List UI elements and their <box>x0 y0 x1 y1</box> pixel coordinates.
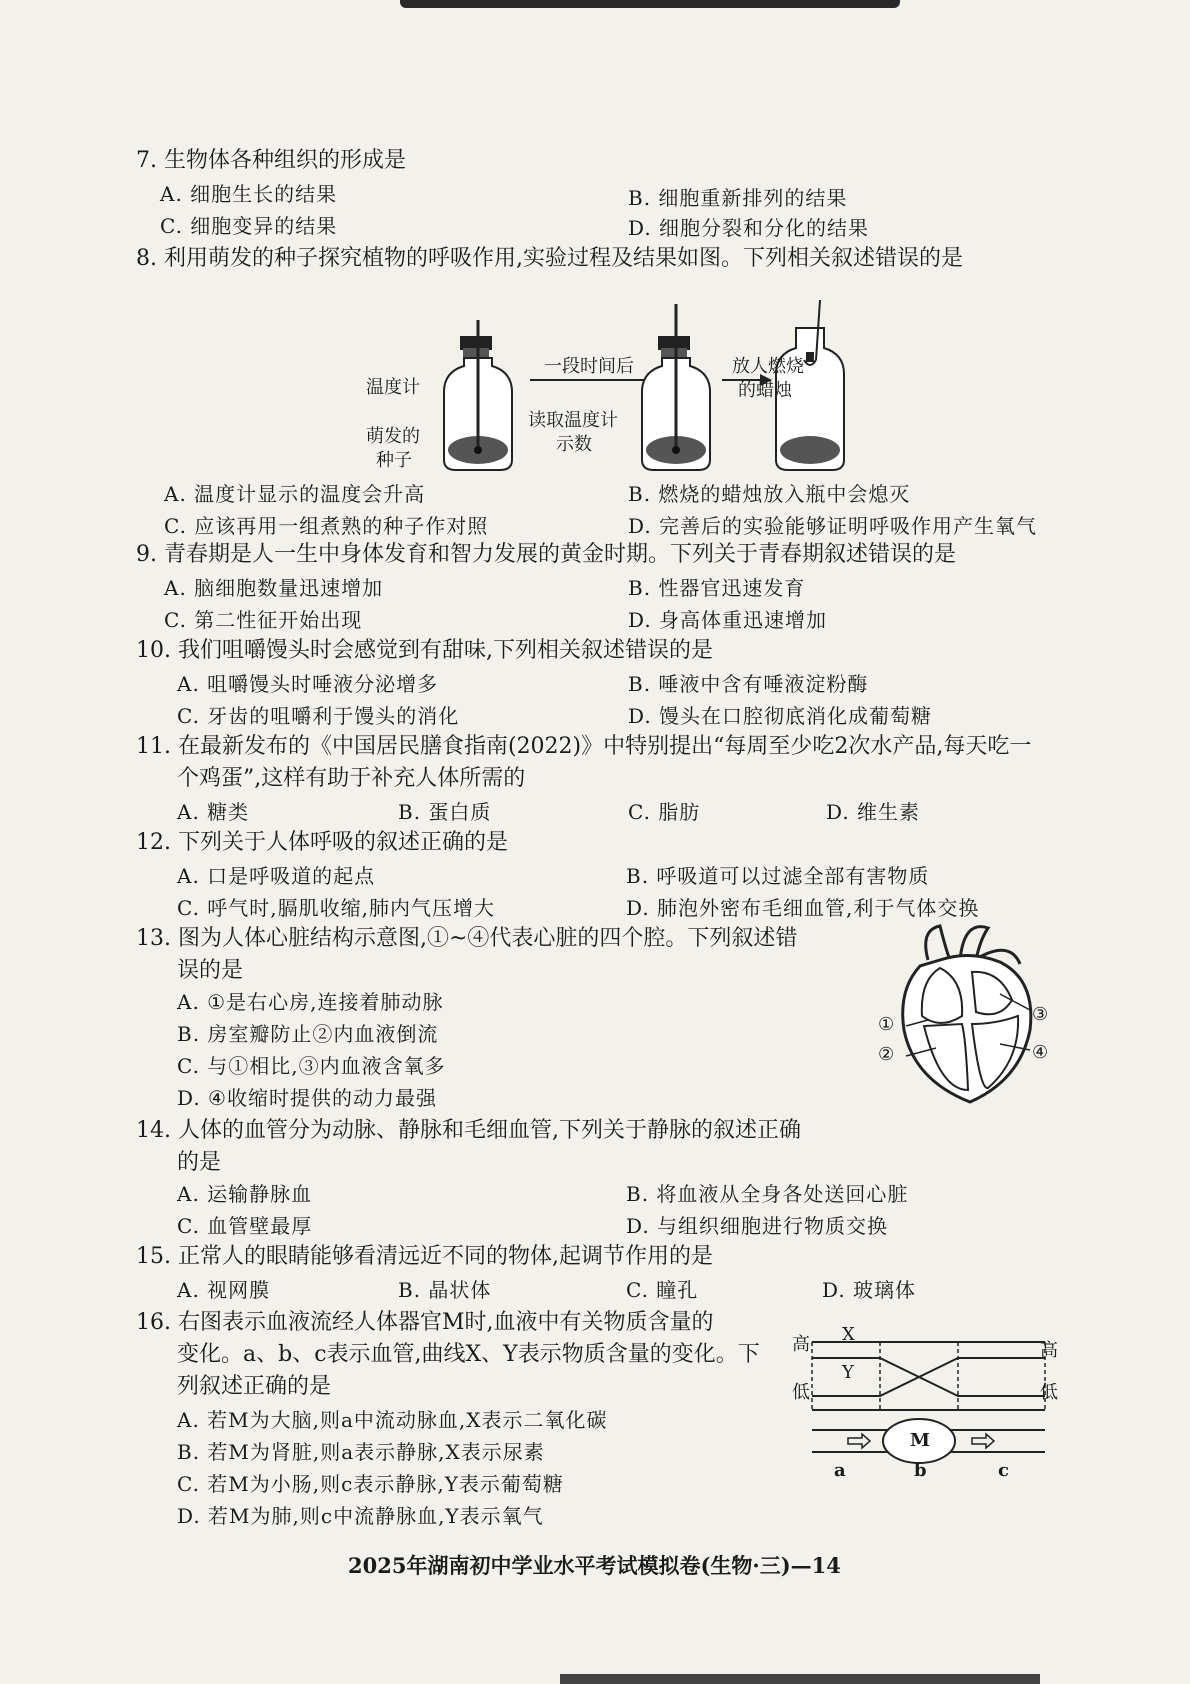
q9-option-b: B. 性器官迅速发育 <box>628 576 806 600</box>
flow-arrow-left <box>848 1434 870 1448</box>
question-11-stem-continued: 个鸡蛋”,这样有助于补充人体所需的 <box>177 766 526 791</box>
q11-option-b: B. 蛋白质 <box>398 800 492 824</box>
graph-label-high-right: 高 <box>1040 1340 1058 1361</box>
question-8-stem: 8. 利用萌发的种子探究植物的呼吸作用,实验过程及结果如图。下列相关叙述错误的是 <box>136 246 963 271</box>
seeds-label-2: 种子 <box>376 450 412 471</box>
bottle-1 <box>444 320 512 470</box>
vessel-label-b: b <box>914 1460 927 1481</box>
q12-option-d: D. 肺泡外密布毛细血管,利于气体交换 <box>626 896 980 920</box>
q13-option-b: B. 房室瓣防止②内血液倒流 <box>177 1022 439 1046</box>
page-footer: 2025年湖南初中学业水平考试模拟卷(生物·三)—14 <box>348 1553 841 1578</box>
bottle-2 <box>642 304 710 470</box>
arrow-bottom-label-1: 读取温度计 <box>528 410 618 431</box>
q13-option-c: C. 与①相比,③内血液含氧多 <box>177 1054 446 1078</box>
question-12-stem: 12. 下列关于人体呼吸的叙述正确的是 <box>136 830 508 855</box>
respiration-experiment-figure <box>360 300 880 476</box>
q13-option-a: A. ①是右心房,连接着肺动脉 <box>177 990 444 1014</box>
vessel-label-a: a <box>834 1460 846 1481</box>
q8-option-c: C. 应该再用一组煮熟的种子作对照 <box>164 514 489 538</box>
question-11-stem: 11. 在最新发布的《中国居民膳食指南(2022)》中特别提出“每周至少吃2次水产品,每天吃一 <box>136 734 1032 759</box>
question-16-stem: 16. 右图表示血液流经人体器官M时,血液中有关物质含量的 <box>136 1310 714 1335</box>
q11-option-d: D. 维生素 <box>826 800 921 824</box>
q16-option-c: C. 若M为小肠,则c表示静脉,Y表示葡萄糖 <box>177 1472 564 1496</box>
question-9-stem: 9. 青春期是人一生中身体发育和智力发展的黄金时期。下列关于青春期叙述错误的是 <box>136 542 956 567</box>
q11-option-a: A. 糖类 <box>177 800 250 824</box>
q8-option-d: D. 完善后的实验能够证明呼吸作用产生氧气 <box>628 514 1038 538</box>
q10-option-d: D. 馒头在口腔彻底消化成葡萄糖 <box>628 704 933 728</box>
arrow-top-label: 一段时间后 <box>544 356 634 377</box>
q10-option-b: B. 唾液中含有唾液淀粉酶 <box>628 672 869 696</box>
scan-bottom-edge <box>560 1674 1040 1684</box>
organ-substance-graph <box>800 1330 1060 1480</box>
q9-option-d: D. 身高体重迅速增加 <box>628 608 828 632</box>
q15-option-d: D. 玻璃体 <box>822 1278 917 1302</box>
q15-option-b: B. 晶状体 <box>398 1278 492 1302</box>
graph-label-x: X <box>842 1324 855 1345</box>
q10-option-c: C. 牙齿的咀嚼利于馒头的消化 <box>177 704 460 728</box>
thermometer-label: 温度计 <box>366 377 420 398</box>
q15-option-c: C. 瞳孔 <box>626 1278 699 1302</box>
q9-option-a: A. 脑细胞数量迅速增加 <box>164 576 384 600</box>
q16-option-a: A. 若M为大脑,则a中流动脉血,X表示二氧化碳 <box>177 1408 608 1432</box>
candle-label-1: 放人燃烧 <box>732 356 804 377</box>
q14-option-b: B. 将血液从全身各处送回心脏 <box>626 1182 909 1206</box>
graph-label-high-left: 高 <box>792 1334 810 1355</box>
heart-label-1: ① <box>878 1014 895 1035</box>
heart-label-4: ④ <box>1032 1042 1049 1063</box>
question-14-stem-continued: 的是 <box>177 1150 222 1175</box>
flow-arrow-right <box>972 1434 994 1448</box>
q15-option-a: A. 视网膜 <box>177 1278 271 1302</box>
seeds-label-1: 萌发的 <box>366 426 420 447</box>
question-16-stem-line3: 列叙述正确的是 <box>177 1374 332 1399</box>
q11-option-c: C. 脂肪 <box>628 800 701 824</box>
q16-option-d: D. 若M为肺,则c中流静脉血,Y表示氧气 <box>177 1504 544 1528</box>
heart-label-3: ③ <box>1032 1004 1049 1025</box>
arrow-bottom-label-2: 示数 <box>556 434 592 455</box>
q7-option-c: C. 细胞变异的结果 <box>160 214 338 238</box>
question-13-stem: 13. 图为人体心脏结构示意图,①~④代表心脏的四个腔。下列叙述错 <box>136 926 798 951</box>
question-13-stem-continued: 误的是 <box>177 958 244 983</box>
q8-option-a: A. 温度计显示的温度会升高 <box>164 482 426 506</box>
graph-label-m: M <box>910 1430 930 1451</box>
vessel-label-c: c <box>998 1460 1009 1481</box>
q14-option-c: C. 血管壁最厚 <box>177 1214 313 1238</box>
question-16-stem-line2: 变化。a、b、c表示血管,曲线X、Y表示物质含量的变化。下 <box>177 1342 760 1367</box>
q16-option-b: B. 若M为肾脏,则a表示静脉,X表示尿素 <box>177 1440 545 1464</box>
graph-label-low-left: 低 <box>792 1382 810 1403</box>
q8-option-b: B. 燃烧的蜡烛放入瓶中会熄灭 <box>628 482 911 506</box>
candle-label-2: 的蜡烛 <box>738 380 792 401</box>
graph-label-y: Y <box>842 1362 854 1383</box>
q12-option-c: C. 呼气时,膈肌收缩,肺内气压增大 <box>177 896 496 920</box>
q14-option-d: D. 与组织细胞进行物质交换 <box>626 1214 889 1238</box>
q7-option-d: D. 细胞分裂和分化的结果 <box>628 216 870 240</box>
q9-option-c: C. 第二性征开始出现 <box>164 608 363 632</box>
q14-option-a: A. 运输静脉血 <box>177 1182 313 1206</box>
question-14-stem: 14. 人体的血管分为动脉、静脉和毛细血管,下列关于静脉的叙述正确 <box>136 1118 801 1143</box>
q13-option-d: D. ④收缩时提供的动力最强 <box>177 1086 437 1110</box>
q7-option-a: A. 细胞生长的结果 <box>160 182 338 206</box>
question-10-stem: 10. 我们咀嚼馒头时会感觉到有甜味,下列相关叙述错误的是 <box>136 638 713 663</box>
question-7-stem: 7. 生物体各种组织的形成是 <box>136 148 406 173</box>
graph-label-low-right: 低 <box>1040 1382 1058 1403</box>
q7-option-b: B. 细胞重新排列的结果 <box>628 186 848 210</box>
q10-option-a: A. 咀嚼馒头时唾液分泌增多 <box>177 672 439 696</box>
q12-option-a: A. 口是呼吸道的起点 <box>177 864 376 888</box>
heart-label-2: ② <box>878 1044 895 1065</box>
q12-option-b: B. 呼吸道可以过滤全部有害物质 <box>626 864 930 888</box>
question-15-stem: 15. 正常人的眼睛能够看清远近不同的物体,起调节作用的是 <box>136 1244 713 1269</box>
